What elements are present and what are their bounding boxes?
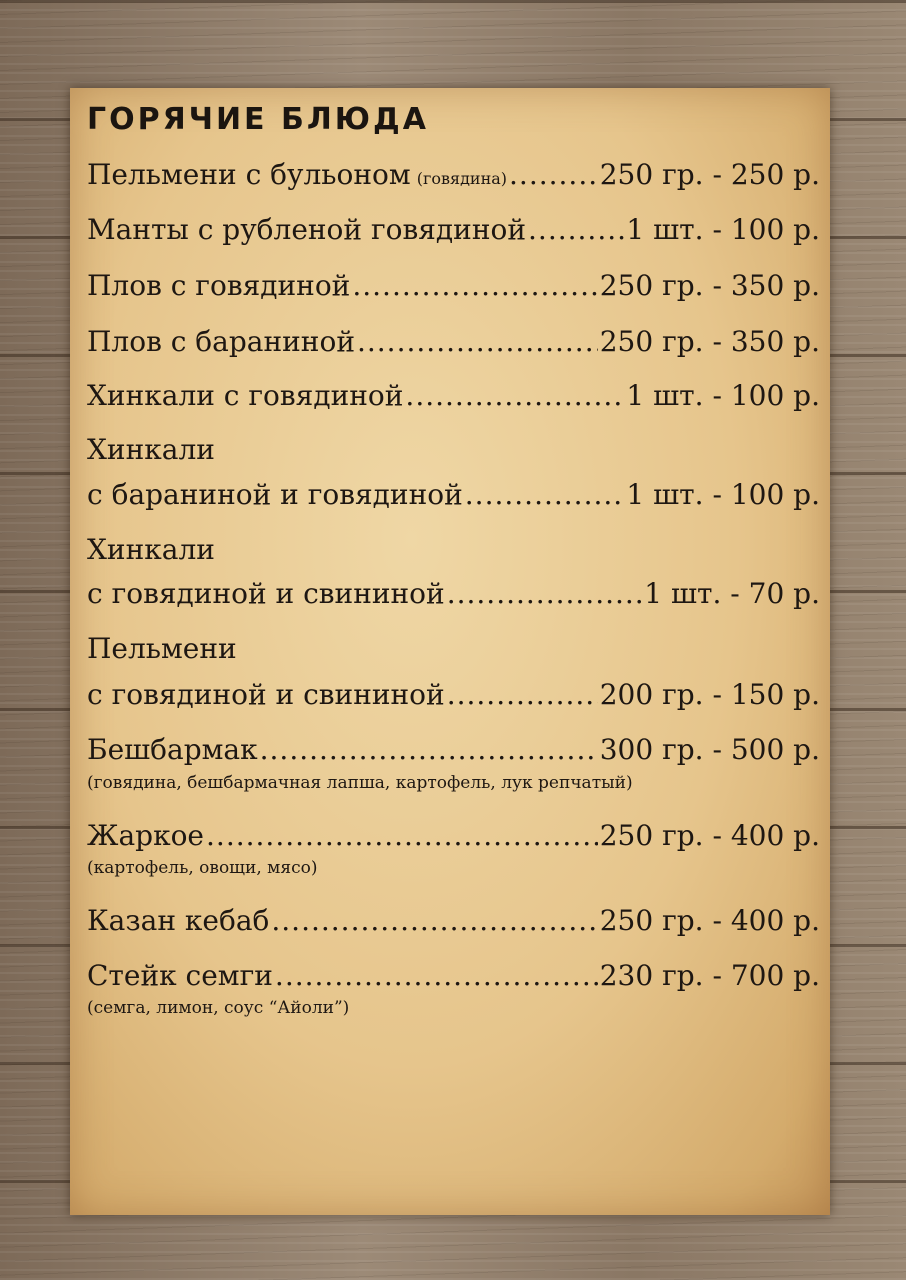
dot-leader: [509, 155, 598, 195]
menu-item-kazan-kebab: [87, 901, 820, 941]
item-price: 1 шт. - 100 р.: [626, 213, 820, 246]
dot-leader: [271, 901, 597, 941]
item-name: Плов с бараниной: [87, 325, 355, 358]
item-name: Бешбармак: [87, 733, 258, 766]
item-name: Жаркое: [87, 819, 205, 852]
menu-item-pelmeni-bulyon: [87, 155, 820, 195]
menu-item-khinkali-beef: [87, 376, 820, 416]
dot-leader: [357, 322, 598, 362]
dot-leader: [206, 816, 598, 856]
item-name-line1: Пельмени: [87, 632, 237, 665]
menu-title: ГОРЯЧИЕ БЛЮДА: [87, 102, 429, 137]
dot-leader: [447, 574, 643, 614]
menu-item-plov-lamb: [87, 322, 820, 362]
item-name-line1: Хинкали: [87, 433, 215, 466]
dot-leader: [275, 956, 598, 996]
menu-item-khinkali-lamb-beef: [87, 475, 820, 515]
item-note: (говядина): [416, 169, 508, 188]
dot-leader: [260, 730, 598, 770]
item-name: Манты с рубленой говядиной: [87, 213, 527, 246]
item-name: с говядиной и свининой: [87, 577, 445, 610]
item-price: 250 гр. - 400 р.: [599, 819, 820, 852]
menu-item-khinkali-beef-pork: [87, 574, 820, 614]
dot-leader: [465, 475, 625, 515]
item-price: 250 гр. - 350 р.: [599, 325, 820, 358]
item-price: 250 гр. - 350 р.: [599, 269, 820, 302]
menu-item-manty: [87, 210, 820, 250]
menu-item-steak-semga: [87, 956, 820, 996]
menu-item-zharkoe: [87, 816, 820, 856]
menu-item-beshbarmak: [87, 730, 820, 770]
item-price: 250 гр. - 250 р.: [599, 158, 820, 191]
item-name: Плов с говядиной: [87, 269, 351, 302]
item-price: 1 шт. - 100 р.: [626, 478, 820, 511]
item-name: Хинкали с говядиной: [87, 379, 404, 412]
item-price: 250 гр. - 400 р.: [599, 904, 820, 937]
item-name-line1: Хинкали: [87, 533, 215, 566]
item-description: (семга, лимон, соус “Айоли”): [87, 998, 350, 1018]
item-name: Казан кебаб: [87, 904, 270, 937]
dot-leader: [405, 376, 624, 416]
dot-leader: [352, 266, 597, 306]
item-price: 200 гр. - 150 р.: [599, 678, 820, 711]
item-price: 1 шт. - 100 р.: [626, 379, 820, 412]
item-name: с говядиной и свининой: [87, 678, 445, 711]
item-name: Пельмени с бульоном: [87, 158, 411, 191]
menu-paper: [70, 88, 830, 1215]
menu-item-pelmeni-beef-pork: [87, 675, 820, 715]
item-name: Стейк семги: [87, 959, 273, 992]
item-price: 230 гр. - 700 р.: [599, 959, 820, 992]
dot-leader: [528, 210, 624, 250]
item-name: с бараниной и говядиной: [87, 478, 463, 511]
item-description: (картофель, овощи, мясо): [87, 858, 318, 878]
item-price: 1 шт. - 70 р.: [644, 577, 820, 610]
dot-leader: [447, 675, 598, 715]
menu-item-plov-beef: [87, 266, 820, 306]
item-description: (говядина, бешбармачная лапша, картофель, лук репчатый): [87, 773, 633, 793]
item-price: 300 гр. - 500 р.: [599, 733, 820, 766]
